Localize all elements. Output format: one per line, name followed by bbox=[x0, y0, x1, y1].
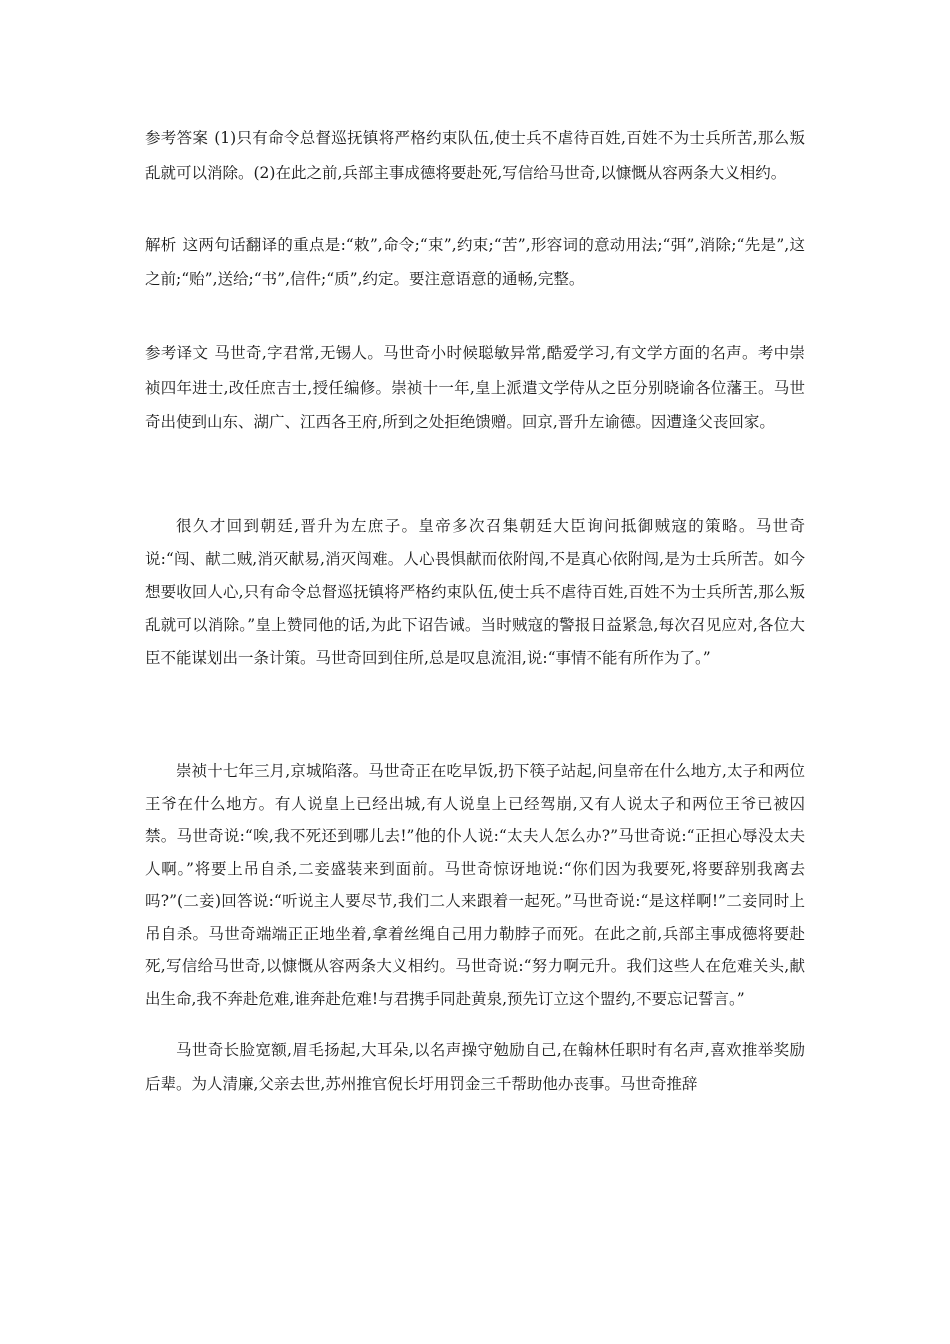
translation-paragraph: 马世奇长脸宽额,眉毛扬起,大耳朵,以名声操守勉励自己,在翰林任职时有名声,喜欢推举奖励后辈。为人清廉,父亲去世,苏州推官倪长圩用罚金三千帮助他办丧事。马世奇推辞 bbox=[145, 1041, 805, 1093]
analysis-text: 这两句话翻译的重点是:“敕”,命令;“束”,约束;“苦”,形容词的意动用法;“弭”,消除;“先是”,这之前;“贻”,送给;“书”,信件;“质”,约定。要注意语意的通畅,完整。 bbox=[145, 236, 805, 288]
analysis-section bbox=[145, 229, 805, 296]
translation-section bbox=[145, 336, 805, 440]
answer-text: (1)只有命令总督巡抚镇将严格约束队伍,使士兵不虐待百姓,百姓不为士兵所苦,那么叛乱就可以消除。(2)在此之前,兵部主事成德将要赴死,写信给马世奇,以慷慨从容两条大义相约。 bbox=[145, 129, 805, 182]
translation-label: 参考译文 bbox=[145, 344, 209, 362]
translation-intro-text: 马世奇,字君常,无锡人。马世奇小时候聪敏异常,酷爱学习,有文学方面的名声。考中崇祯四年进士,改任庶吉士,授任编修。崇祯十一年,皇上派遣文学侍从之臣分别晓谕各位藩王。马世奇出使到山东、湖广、江西各王府,所到之处拒绝馈赠。回京,晋升左谕德。因遭逢父丧回家。 bbox=[145, 344, 805, 431]
translation-paragraph: 很久才回到朝廷,晋升为左庶子。皇帝多次召集朝廷大臣询问抵御贼寇的策略。马世奇说:“闯、献二贼,消灭献易,消灭闯难。人心畏惧献而依附闯,不是真心依附闯,是为士兵所苦。如今想要收回人心,只有命令总督巡抚镇将严格约束队伍,使士兵不虐待百姓,百姓不为士兵所苦,那么叛乱就可以消除。”皇上赞同他的话,为此下诏告诫。当时贼寇的警报日益紧急,每次召见应对,各位大臣不能谋划出一条计策。马世奇回到住所,总是叹息流泪,说:“事情不能有所作为了。” bbox=[145, 517, 805, 667]
answer-label: 参考答案 bbox=[145, 129, 209, 147]
analysis-label: 解析 bbox=[145, 236, 177, 254]
answer-section bbox=[145, 121, 805, 190]
translation-paragraph: 崇祯十七年三月,京城陷落。马世奇正在吃早饭,扔下筷子站起,问皇帝在什么地方,太子和两位王爷在什么地方。有人说皇上已经出城,有人说皇上已经驾崩,又有人说太子和两位王爷已被囚禁。马世奇说:“唉,我不死还到哪儿去!”他的仆人说:“太夫人怎么办?”马世奇说:“正担心辱没太夫人啊。”将要上吊自杀,二妾盛装来到面前。马世奇惊讶地说:“你们因为我要死,将要辞别我离去吗?”(二妾)回答说:“听说主人要尽节,我们二人来跟着一起死。”马世奇说:“是这样啊!”二妾同时上吊自杀。马世奇端端正正地坐着,拿着丝绳自己用力勒脖子而死。在此之前,兵部主事成德将要赴死,写信给马世奇,以慷慨从容两条大义相约。马世奇说:“努力啊元升。我们这些人在危难关头,献出生命,我不奔赴危难,谁奔赴危难!与君携手同赴黄泉,预先订立这个盟约,不要忘记誓言。” bbox=[145, 762, 805, 1008]
